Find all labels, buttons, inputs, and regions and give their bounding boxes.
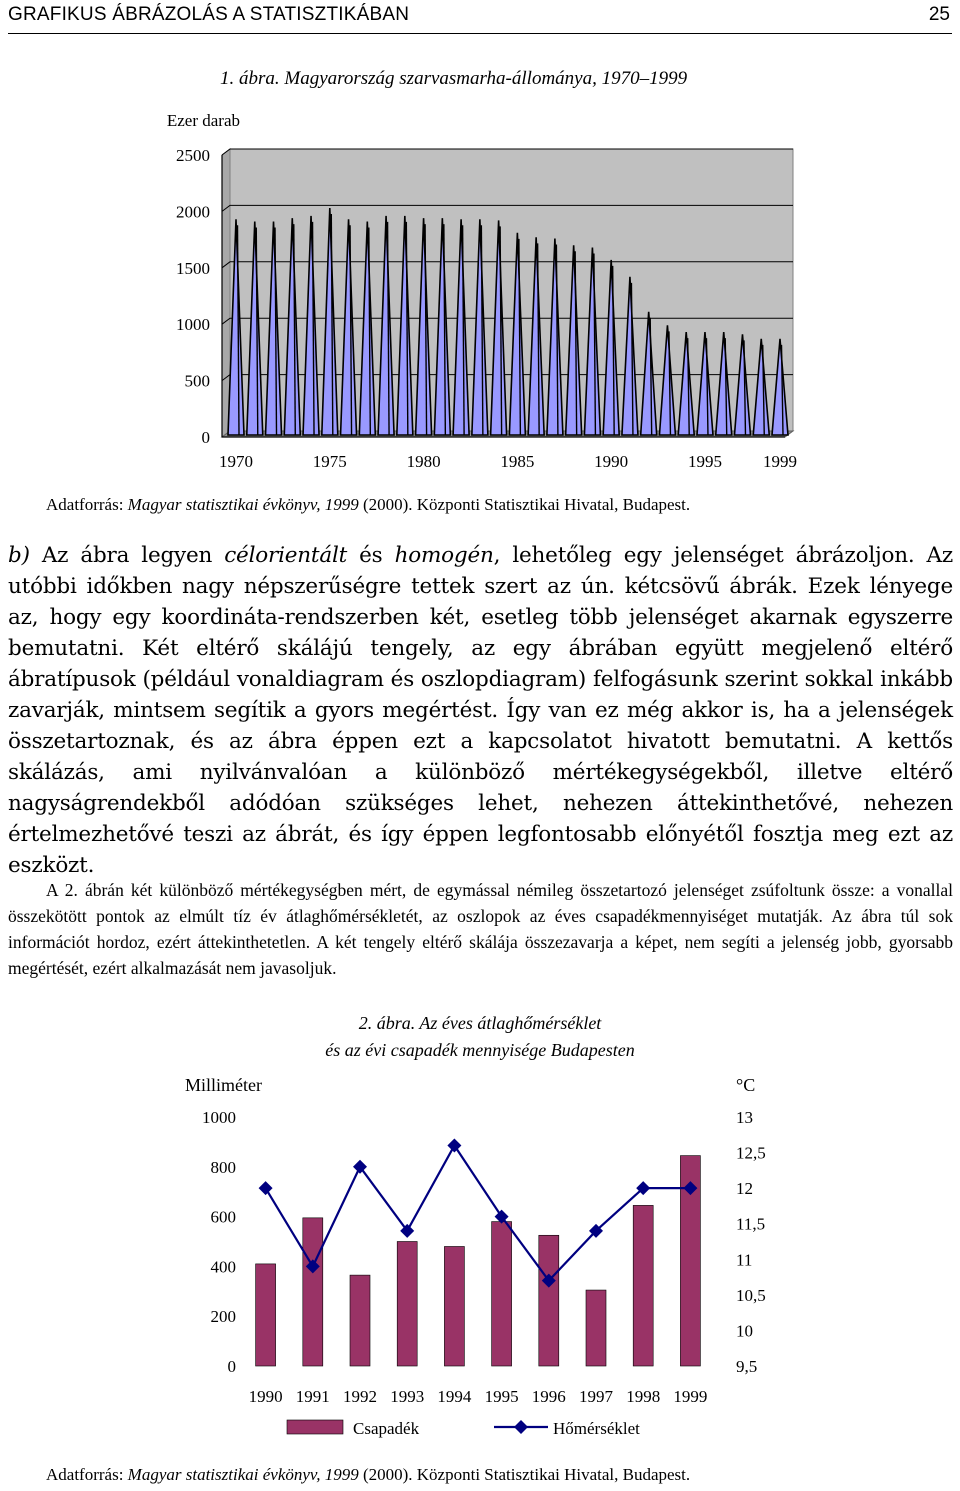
left-tick-label: 0 — [227, 1357, 236, 1376]
y-axis-title: Ezer darab — [166, 111, 240, 130]
x-tick-label: 1995 — [687, 452, 722, 471]
legend-marker-temp — [514, 1420, 528, 1434]
legend-swatch-precip — [287, 1420, 343, 1434]
right-tick-label: 9,5 — [736, 1357, 758, 1376]
figure2-caption-line1: 2. ábra. Az éves átlaghőmérséklet — [358, 1013, 602, 1033]
page-number: 25 — [928, 4, 950, 25]
figure1-chart — [0, 100, 960, 480]
precip-bar — [633, 1205, 653, 1366]
x-tick-label: 1991 — [295, 1387, 330, 1406]
figure2-source: Adatforrás: Magyar statisztikai évkönyv, 1999 (2000). Központi Statisztikai Hivatal, Budapest. — [46, 1465, 691, 1484]
body-paragraph-b: b) Az ábra legyen célorientált és homogén, lehetőleg egy jelenséget ábrázoljon. Az utóbbi időkben nagy népszerűségre tettek szert az ún. kétcsövű ábrák. Ezek lényege az, hogy egy koordináta-rendszerben két, esetleg több jelenséget akarnak egyszerre bemutatni. Két eltérő skálájú tengely, az egy ábrában együtt megjelenő eltérő ábratípusok (például vonaldiagram és oszlopdiagram) felfogásunk szerint sokkal inkább zavarják, mintsem segítik a gyors megértést. Így van ez még akkor is, ha a jelenségek összetartoznak, és az ábra éppen ezt a kapcsolatot hivatott bemutatni. A kettős skálázás, ami nyilvánvalóan a különböző mértékegységekből, illetve eltérő nagyságrendekből adódóan szükséges lehet, nehezen áttekinthetővé, nehezen értelmezhetővé teszi az ábrát, és így éppen legfontosabb előnyétől fosztja meg ezt az eszközt. — [8, 543, 953, 878]
y-tick-label: 500 — [184, 371, 210, 391]
paragraph-label: b) — [8, 543, 30, 568]
y-tick-label: 1500 — [176, 258, 210, 278]
x-tick-label: 1999 — [673, 1387, 708, 1406]
precip-bar — [350, 1275, 370, 1366]
temperature-marker — [259, 1181, 273, 1195]
x-tick-label: 1996 — [531, 1387, 566, 1406]
right-tick-label: 11,5 — [736, 1214, 766, 1234]
x-tick-label: 1994 — [437, 1387, 472, 1406]
x-tick-label: 1992 — [343, 1387, 377, 1406]
figure1-caption: 1. ábra. Magyarország szarvasmarha-állománya, 1970–1999 — [220, 68, 688, 89]
precip-bar — [539, 1235, 559, 1366]
x-tick-label: 1985 — [500, 452, 535, 471]
x-tick-label: 1997 — [579, 1387, 613, 1406]
legend-label-precip: Csapadék — [353, 1419, 420, 1438]
left-tick-label: 800 — [210, 1157, 236, 1177]
x-tick-label: 1999 — [763, 452, 797, 471]
x-tick-label: 1998 — [626, 1387, 661, 1406]
precip-bar — [492, 1222, 512, 1366]
precip-bar — [586, 1290, 606, 1366]
left-tick-label: 1000 — [202, 1108, 236, 1127]
x-tick-label: 1990 — [248, 1387, 283, 1406]
left-tick-label: 200 — [210, 1307, 236, 1327]
y-tick-label: 2000 — [176, 202, 210, 222]
figure1-source: Adatforrás: Magyar statisztikai évkönyv, 1999 (2000). Központi Statisztikai Hivatal, Budapest. — [46, 495, 691, 514]
x-tick-label: 1975 — [312, 452, 347, 471]
left-axis-title: Milliméter — [185, 1075, 262, 1095]
running-header-title: GRAFIKUS ÁBRÁZOLÁS A STATISZTIKÁBAN — [8, 4, 410, 25]
precip-bar — [397, 1242, 417, 1367]
figure2-caption — [0, 1010, 960, 1064]
y-tick-label: 2500 — [176, 146, 210, 165]
right-tick-label: 10 — [736, 1321, 753, 1341]
precip-bar — [444, 1246, 464, 1366]
right-tick-label: 10,5 — [736, 1285, 766, 1305]
left-tick-label: 400 — [210, 1257, 236, 1277]
precip-bar — [303, 1218, 323, 1366]
x-tick-label: 1995 — [484, 1387, 519, 1406]
x-tick-label: 1980 — [406, 452, 441, 471]
right-tick-label: 11 — [736, 1250, 753, 1270]
temperature-line — [266, 1145, 691, 1280]
right-tick-label: 12 — [736, 1179, 753, 1199]
x-tick-label: 1990 — [594, 452, 629, 471]
figure2-caption-line2: és az évi csapadék mennyisége Budapesten — [325, 1040, 635, 1060]
body-paragraph-small: A 2. ábrán két különböző mértékegységben mért, de egymással némileg összetartozó jelenséget zsúfoltunk össze: a vonallal összekötött pontok az elmúlt tíz év átlaghőmérsékletét, az oszlopok az éves csapadékmennyiséget mutatják. Az ábra túl sok információt hordoz, ezért áttekinthetetlen. A két tengely eltérő skálája összezavarja a képet, nem segíti a jelenség jobb, gyorsabb megértését, ezért alkalmazását nem javasoljuk. — [8, 880, 953, 978]
x-tick-label: 1970 — [219, 452, 253, 471]
precip-bar — [256, 1264, 276, 1366]
right-axis-title: °C — [736, 1075, 756, 1095]
y-tick-label: 1000 — [176, 315, 210, 335]
temperature-marker — [447, 1138, 461, 1152]
left-tick-label: 600 — [210, 1207, 236, 1227]
y-tick-label: 0 — [201, 428, 210, 447]
right-tick-label: 13 — [736, 1108, 753, 1127]
x-tick-label: 1993 — [390, 1387, 425, 1406]
figure2-chart — [0, 1070, 960, 1450]
right-tick-label: 12,5 — [736, 1143, 766, 1163]
legend-label-temp: Hőmérséklet — [553, 1419, 640, 1438]
header-rule — [8, 33, 952, 34]
